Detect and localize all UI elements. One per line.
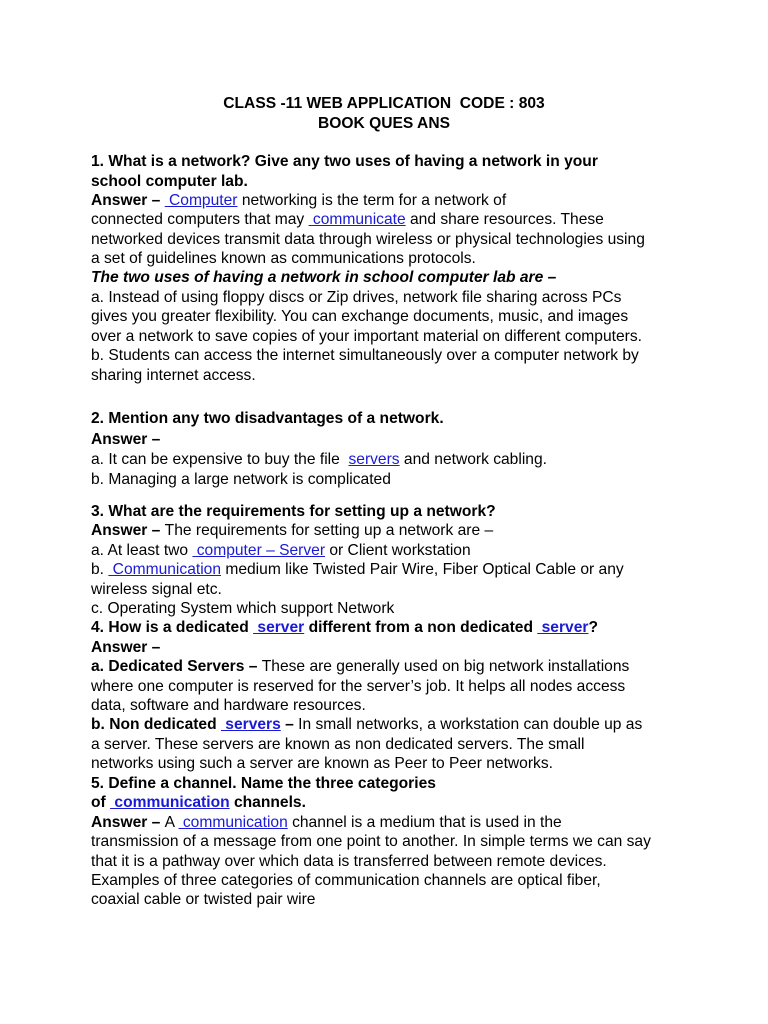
- q2-item-a: a. It can be expensive to buy the file servers and network cabling.: [91, 451, 547, 468]
- q3-item-a: a. At least two computer – Server or Client workstation: [91, 542, 471, 559]
- q1-use-a-line-3: over a network to save copies of your important material on different computers.: [91, 328, 642, 345]
- servers-link-2[interactable]: servers: [220, 716, 281, 733]
- q5-question-line-2: of communication channels.: [91, 794, 306, 811]
- q1-answer-line-3: networked devices transmit data through wireless or physical technologies using: [91, 231, 645, 248]
- q4-nondedicated-line-1: b. Non dedicated servers – In small networks, a workstation can double up as: [91, 716, 643, 733]
- q4-answer-label: Answer –: [91, 639, 161, 656]
- q4-question: 4. How is a dedicated server different from a non dedicated server?: [91, 619, 598, 636]
- q5-answer-line-2: transmission of a message from one point to another. In simple terms we can say: [91, 833, 651, 850]
- document-title: CLASS -11 WEB APPLICATION CODE : 803: [223, 95, 545, 112]
- q5-answer-line-3: that it is a pathway over which data is transferred between remote devices.: [91, 853, 607, 870]
- server-link-1[interactable]: server: [253, 619, 305, 636]
- q3-item-c: c. Operating System which support Network: [91, 600, 395, 617]
- q2-answer-label: Answer –: [91, 431, 161, 448]
- q1-answer-line-4: a set of guidelines known as communications protocols.: [91, 250, 476, 267]
- servers-link[interactable]: servers: [348, 451, 400, 468]
- communicate-link[interactable]: communicate: [308, 211, 406, 228]
- q4-dedicated-line-2: where one computer is reserved for the server’s job. It helps all nodes access: [91, 678, 626, 695]
- document-subtitle: BOOK QUES ANS: [318, 115, 450, 132]
- communication-link-q5[interactable]: communication: [110, 794, 230, 811]
- q1-use-b-line-1: b. Students can access the internet simultaneously over a computer network by: [91, 347, 639, 364]
- q5-answer-line-1: Answer – A communication channel is a medium that is used in the: [91, 814, 562, 831]
- q3-item-b-line-2: wireless signal etc.: [91, 581, 222, 598]
- computer-server-link[interactable]: computer – Server: [192, 542, 326, 559]
- q3-answer-line: Answer – The requirements for setting up a network are –: [91, 522, 494, 539]
- q1-question-line-2: school computer lab.: [91, 173, 248, 190]
- q2-item-b: b. Managing a large network is complicated: [91, 471, 391, 488]
- q4-dedicated-line-3: data, software and hardware resources.: [91, 697, 366, 714]
- q4-nondedicated-line-2: a server. These servers are known as non dedicated servers. The small: [91, 736, 585, 753]
- q1-answer-line-2: connected computers that may communicate and share resources. These: [91, 211, 604, 228]
- q1-answer-line-1: Answer – Computer networking is the term for a network of: [91, 192, 507, 209]
- q1-use-a-line-1: a. Instead of using floppy discs or Zip drives, network file sharing across PCs: [91, 289, 622, 306]
- answer-label: Answer –: [91, 192, 165, 209]
- q4-dedicated-line-1: a. Dedicated Servers – These are generally used on big network installations: [91, 658, 630, 675]
- q4-nondedicated-line-3: networks using such a server are known as Peer to Peer networks.: [91, 755, 553, 772]
- q3-question: 3. What are the requirements for setting up a network?: [91, 503, 496, 520]
- server-link-2[interactable]: server: [537, 619, 589, 636]
- q1-use-a-line-2: gives you greater flexibility. You can exchange documents, music, and images: [91, 308, 629, 325]
- q5-answer-line-4: Examples of three categories of communication channels are optical fiber,: [91, 872, 601, 889]
- q5-answer-line-5: coaxial cable or twisted pair wire: [91, 891, 316, 908]
- communication-link-a5[interactable]: communication: [178, 814, 288, 831]
- q1-use-b-line-2: sharing internet access.: [91, 367, 256, 384]
- q1-uses-heading: The two uses of having a network in school computer lab are –: [91, 269, 557, 286]
- q2-question: 2. Mention any two disadvantages of a network.: [91, 410, 444, 427]
- computer-link[interactable]: Computer: [164, 192, 238, 209]
- q5-question-line-1: 5. Define a channel. Name the three categories: [91, 775, 436, 792]
- communication-link[interactable]: Communication: [108, 561, 222, 578]
- q1-question-line-1: 1. What is a network? Give any two uses of having a network in your: [91, 153, 598, 170]
- q3-item-b-line-1: b. Communication medium like Twisted Pair Wire, Fiber Optical Cable or any: [91, 561, 624, 578]
